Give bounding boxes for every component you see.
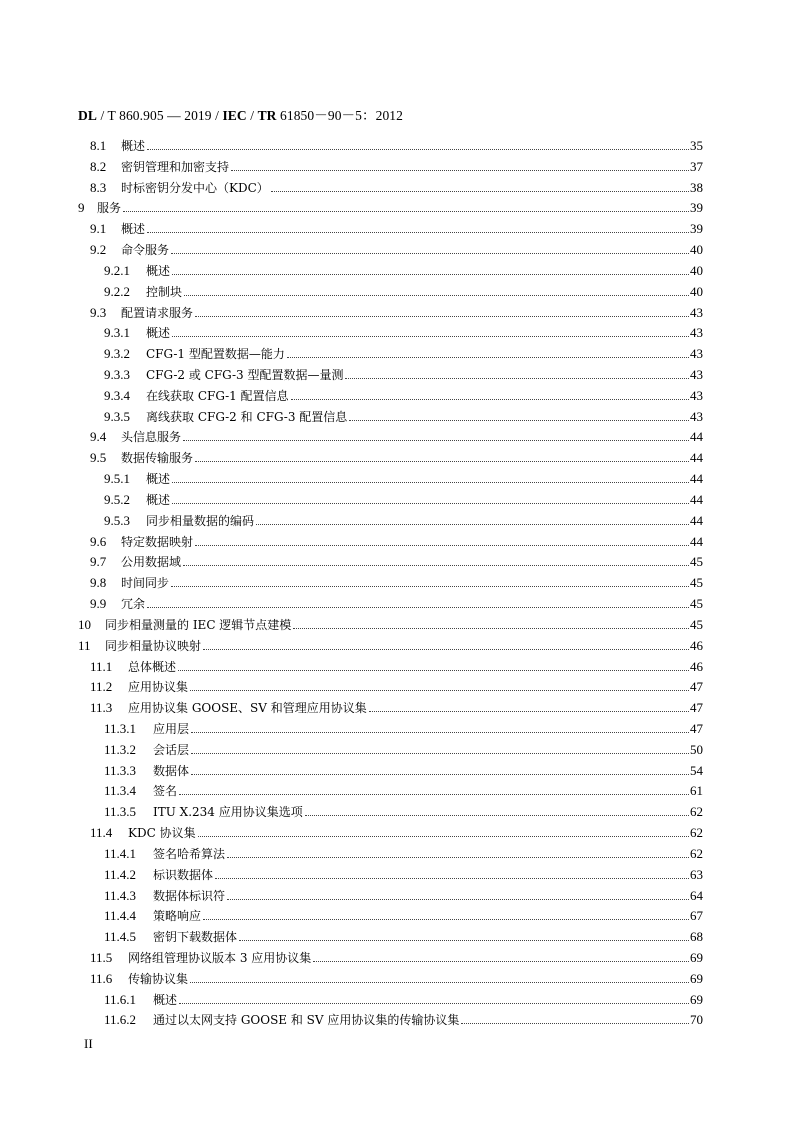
toc-entry-number: 9.4 xyxy=(90,429,107,445)
toc-entry-number: 11.3.3 xyxy=(104,762,137,778)
toc-leader-dots xyxy=(171,586,689,587)
toc-entry-title: 控制块 xyxy=(146,284,183,299)
toc-entry-number: 9.8 xyxy=(90,575,107,591)
toc-leader-dots xyxy=(256,524,689,525)
toc-entry-page: 43 xyxy=(690,346,703,362)
toc-entry-number: 11.3.2 xyxy=(104,741,137,757)
toc-entry-number: 11.4.1 xyxy=(104,845,137,861)
toc-entry-page: 44 xyxy=(690,512,703,528)
toc-entry[interactable] xyxy=(104,778,703,798)
toc-leader-dots xyxy=(461,1023,689,1024)
toc-entry[interactable] xyxy=(104,799,703,819)
toc-entry-title: 数据体 xyxy=(153,763,190,778)
toc-entry-page: 40 xyxy=(690,242,703,258)
toc-entry[interactable] xyxy=(104,362,703,382)
toc-entry-title: 配置请求服务 xyxy=(121,305,194,320)
toc-entry-number: 9.3.2 xyxy=(104,346,130,362)
toc-entry-number: 8.1 xyxy=(90,138,107,153)
toc-entry-title: 应用协议集 GOOSE、SV 和管理应用协议集 xyxy=(128,701,367,716)
toc-entry[interactable] xyxy=(104,466,703,486)
toc-entry[interactable] xyxy=(104,279,703,299)
toc-entry-title: 概述 xyxy=(153,992,178,1007)
toc-entry[interactable] xyxy=(90,674,703,694)
toc-entry-number: 9.2.1 xyxy=(104,262,130,278)
toc-entry-page: 62 xyxy=(690,845,703,861)
toc-entry-number: 9.5.2 xyxy=(104,491,130,507)
toc-entry[interactable] xyxy=(90,529,703,549)
toc-entry-number: 11.4.3 xyxy=(104,887,137,903)
toc-entry-page: 46 xyxy=(690,637,703,653)
toc-entry-page: 43 xyxy=(690,387,703,403)
toc-entry-title: CFG-1 型配置数据—能力 xyxy=(146,347,285,362)
toc-entry[interactable] xyxy=(104,862,703,882)
toc-leader-dots xyxy=(183,440,689,441)
toc-entry-number: 11.2 xyxy=(90,679,113,695)
toc-leader-dots xyxy=(195,545,689,546)
toc-entry-title: ITU X.234 应用协议集选项 xyxy=(153,805,303,820)
toc-entry-number: 11.6.1 xyxy=(104,991,137,1007)
toc-entry-page: 69 xyxy=(690,991,703,1007)
toc-entry[interactable] xyxy=(78,633,703,653)
toc-entry[interactable] xyxy=(104,758,703,778)
toc-leader-dots xyxy=(231,170,689,171)
toc-entry-number: 9.6 xyxy=(90,533,107,549)
toc-entry[interactable] xyxy=(104,383,703,403)
toc-entry-number: 11.1 xyxy=(90,658,113,674)
toc-leader-dots xyxy=(195,461,689,462)
toc-entry[interactable] xyxy=(104,716,703,736)
toc-entry-title: KDC 协议集 xyxy=(128,826,196,841)
toc-leader-dots xyxy=(191,753,689,754)
toc-entry-page: 45 xyxy=(690,616,703,632)
toc-entry-page: 45 xyxy=(690,575,703,591)
toc-entry-page: 43 xyxy=(690,325,703,341)
toc-entry-page: 37 xyxy=(690,158,703,174)
toc-entry-page: 39 xyxy=(690,221,703,237)
toc-entry-number: 9.3.1 xyxy=(104,325,130,341)
toc-leader-dots xyxy=(195,316,689,317)
toc-entry-number: 9.5 xyxy=(90,450,107,466)
toc-entry[interactable] xyxy=(90,549,703,569)
toc-entry-page: 50 xyxy=(690,741,703,757)
toc-entry-title: 同步相量协议映射 xyxy=(105,638,202,653)
toc-entry-page: 45 xyxy=(690,554,703,570)
toc-entry-page: 70 xyxy=(690,1012,703,1028)
toc-entry[interactable] xyxy=(90,237,703,257)
toc-entry-title: 会话层 xyxy=(153,742,190,757)
toc-leader-dots xyxy=(227,899,689,900)
toc-leader-dots xyxy=(179,1003,689,1004)
toc-entry-title: 密钥管理和加密支持 xyxy=(121,159,230,174)
toc-entry-number: 9.3.5 xyxy=(104,408,130,424)
header-standard-number: / T 860.905 — 2019 / xyxy=(96,108,223,123)
toc-entry[interactable] xyxy=(90,445,703,465)
toc-entry-title: 同步相量测量的 IEC 逻辑节点建模 xyxy=(105,617,292,632)
header-standard-prefix: DL xyxy=(78,108,97,123)
toc-entry-number: 11 xyxy=(78,637,91,653)
toc-entry-page: 47 xyxy=(690,679,703,695)
toc-entry-number: 11.4.5 xyxy=(104,929,137,945)
toc-entry[interactable] xyxy=(104,737,703,757)
toc-entry-page: 39 xyxy=(690,200,703,216)
toc-entry-title: 密钥下载数据体 xyxy=(153,930,238,945)
toc-entry-page: 63 xyxy=(690,866,703,882)
toc-entry[interactable] xyxy=(90,133,703,153)
toc-entry-page: 64 xyxy=(690,887,703,903)
toc-entry[interactable] xyxy=(104,508,703,528)
toc-entry-title: 头信息服务 xyxy=(121,430,182,445)
toc-leader-dots xyxy=(183,565,689,566)
header-iec: IEC xyxy=(222,108,247,123)
toc-entry-title: 在线获取 CFG-1 配置信息 xyxy=(146,388,289,403)
toc-entry[interactable] xyxy=(104,924,703,944)
toc-entry-title: 服务 xyxy=(97,201,122,216)
toc-entry[interactable] xyxy=(90,695,703,715)
toc-entry[interactable] xyxy=(104,841,703,861)
toc-leader-dots xyxy=(191,732,689,733)
toc-entry-page: 44 xyxy=(690,533,703,549)
toc-leader-dots xyxy=(345,378,689,379)
toc-entry-page: 54 xyxy=(690,762,703,778)
toc-entry-number: 9.7 xyxy=(90,554,107,570)
page-number: II xyxy=(84,1036,93,1051)
toc-entry[interactable] xyxy=(90,966,703,986)
toc-entry-number: 9.2.2 xyxy=(104,283,130,299)
toc-entry-title: 数据体标识符 xyxy=(153,888,226,903)
toc-entry-number: 9.3 xyxy=(90,304,107,320)
toc-entry[interactable] xyxy=(104,987,703,1007)
toc-entry[interactable] xyxy=(90,175,703,195)
toc-entry-page: 44 xyxy=(690,491,703,507)
toc-entry-title: 命令服务 xyxy=(121,243,170,258)
toc-leader-dots xyxy=(172,503,689,504)
toc-leader-dots xyxy=(215,878,689,879)
toc-entry[interactable] xyxy=(104,404,703,424)
toc-entry[interactable] xyxy=(104,883,703,903)
toc-leader-dots xyxy=(203,919,689,920)
toc-leader-dots xyxy=(184,295,689,296)
header-iec-number: 61850－90－5：2012 xyxy=(276,108,404,123)
toc-leader-dots xyxy=(293,628,689,629)
toc-entry-page: 68 xyxy=(690,929,703,945)
toc-entry-title: 通过以太网支持 GOOSE 和 SV 应用协议集的传输协议集 xyxy=(153,1013,460,1028)
toc-leader-dots xyxy=(190,690,689,691)
toc-entry-title: 签名 xyxy=(153,784,178,799)
toc-entry-page: 67 xyxy=(690,908,703,924)
toc-leader-dots xyxy=(369,711,689,712)
toc-entry-number: 9.3.4 xyxy=(104,387,130,403)
toc-entry-title: CFG-2 或 CFG-3 型配置数据—量测 xyxy=(146,368,344,383)
toc-entry-number: 9.2 xyxy=(90,242,107,258)
toc-leader-dots xyxy=(172,482,689,483)
toc-entry-title: 策略响应 xyxy=(153,909,202,924)
toc-entry[interactable] xyxy=(90,154,703,174)
toc-entry-title: 概述 xyxy=(146,492,171,507)
toc-entry-page: 69 xyxy=(690,949,703,965)
toc-entry-page: 40 xyxy=(690,283,703,299)
toc-entry-number: 11.4.2 xyxy=(104,866,137,882)
toc-entry-page: 43 xyxy=(690,408,703,424)
toc-entry-title: 概述 xyxy=(146,263,171,278)
toc-entry[interactable] xyxy=(104,341,703,361)
toc-entry-page: 43 xyxy=(690,367,703,383)
toc-entry[interactable] xyxy=(104,320,703,340)
toc-entry[interactable] xyxy=(104,903,703,923)
toc-leader-dots xyxy=(313,961,689,962)
toc-entry-title: 网络组管理协议版本 3 应用协议集 xyxy=(128,950,312,965)
toc-entry-title: 应用层 xyxy=(153,721,190,736)
toc-entry[interactable] xyxy=(90,820,703,840)
document-header xyxy=(78,104,403,124)
toc-entry-number: 11.6.2 xyxy=(104,1012,137,1028)
toc-leader-dots xyxy=(172,274,689,275)
toc-entry-number: 9.1 xyxy=(90,221,107,237)
toc-leader-dots xyxy=(179,794,689,795)
toc-entry-number: 9.5.3 xyxy=(104,512,130,528)
toc-leader-dots xyxy=(147,232,689,233)
toc-leader-dots xyxy=(147,607,689,608)
toc-entry-page: 40 xyxy=(690,262,703,278)
toc-leader-dots xyxy=(178,670,689,671)
header-sep: / xyxy=(246,108,258,123)
toc-entry-page: 46 xyxy=(690,658,703,674)
toc-entry-number: 9 xyxy=(78,200,85,216)
toc-leader-dots xyxy=(349,420,689,421)
toc-entry[interactable] xyxy=(78,612,703,632)
toc-entry-number: 9.3.3 xyxy=(104,367,130,383)
toc-entry[interactable] xyxy=(90,591,703,611)
toc-entry-title: 总体概述 xyxy=(128,659,177,674)
toc-entry[interactable] xyxy=(90,300,703,320)
toc-entry[interactable] xyxy=(90,216,703,236)
toc-entry-page: 61 xyxy=(690,783,703,799)
toc-entry-number: 10 xyxy=(78,616,91,632)
toc-entry-number: 8.3 xyxy=(90,179,107,195)
toc-entry[interactable] xyxy=(104,487,703,507)
toc-leader-dots xyxy=(172,336,689,337)
toc-leader-dots xyxy=(147,149,689,150)
toc-entry-title: 应用协议集 xyxy=(128,680,189,695)
toc-leader-dots xyxy=(171,253,689,254)
toc-entry-title: 冗余 xyxy=(121,597,146,612)
header-tr: TR xyxy=(257,108,277,123)
toc-leader-dots xyxy=(203,649,689,650)
toc-entry[interactable] xyxy=(90,654,703,674)
toc-entry-title: 传输协议集 xyxy=(128,971,189,986)
toc-entry-number: 11.3 xyxy=(90,700,113,716)
toc-leader-dots xyxy=(123,211,689,212)
toc-entry-number: 11.3.1 xyxy=(104,720,137,736)
toc-entry-page: 44 xyxy=(690,429,703,445)
toc-leader-dots xyxy=(287,357,689,358)
toc-entry-page: 35 xyxy=(690,138,703,153)
toc-entry-title: 离线获取 CFG-2 和 CFG-3 配置信息 xyxy=(146,409,348,424)
toc-entry-number: 11.3.5 xyxy=(104,804,137,820)
toc-entry-number: 11.4 xyxy=(90,825,113,841)
toc-entry[interactable] xyxy=(78,195,703,215)
toc-entry-title: 同步相量数据的编码 xyxy=(146,513,255,528)
toc-entry[interactable] xyxy=(90,570,703,590)
toc-entry[interactable] xyxy=(104,1007,703,1027)
toc-entry-page: 47 xyxy=(690,700,703,716)
toc-leader-dots xyxy=(190,982,689,983)
toc-entry-page: 38 xyxy=(690,179,703,195)
toc-entry[interactable] xyxy=(104,258,703,278)
toc-leader-dots xyxy=(191,774,689,775)
toc-entry-page: 43 xyxy=(690,304,703,320)
toc-entry-page: 69 xyxy=(690,970,703,986)
toc-entry-title: 概述 xyxy=(146,326,171,341)
toc-leader-dots xyxy=(239,940,689,941)
toc-entry-number: 11.6 xyxy=(90,970,113,986)
toc-entry-title: 时标密钥分发中心（KDC） xyxy=(121,180,269,195)
toc-entry[interactable] xyxy=(90,945,703,965)
toc-entry-title: 公用数据域 xyxy=(121,555,182,570)
toc-entry-number: 11.4.4 xyxy=(104,908,137,924)
toc-entry-title: 概述 xyxy=(121,139,146,153)
toc-leader-dots xyxy=(198,836,689,837)
toc-entry-page: 44 xyxy=(690,471,703,487)
toc-leader-dots xyxy=(271,191,689,192)
toc-entry-title: 概述 xyxy=(121,222,146,237)
toc-entry-number: 8.2 xyxy=(90,158,107,174)
toc-entry-page: 44 xyxy=(690,450,703,466)
toc-entry[interactable] xyxy=(90,424,703,444)
toc-entry-title: 签名哈希算法 xyxy=(153,846,226,861)
toc-entry-title: 标识数据体 xyxy=(153,867,214,882)
toc-entry-title: 特定数据映射 xyxy=(121,534,194,549)
toc-entry-number: 11.3.4 xyxy=(104,783,137,799)
toc-entry-title: 概述 xyxy=(146,472,171,487)
toc-entry-page: 62 xyxy=(690,825,703,841)
toc-entry-page: 45 xyxy=(690,596,703,612)
toc-entry-number: 11.5 xyxy=(90,949,113,965)
toc-entry-number: 9.5.1 xyxy=(104,471,130,487)
toc-leader-dots xyxy=(305,815,689,816)
toc-entry-title: 时间同步 xyxy=(121,576,170,591)
toc-leader-dots xyxy=(291,399,689,400)
toc-entry-page: 62 xyxy=(690,804,703,820)
toc-entry-page: 47 xyxy=(690,720,703,736)
toc-entry-title: 数据传输服务 xyxy=(121,451,194,466)
toc-leader-dots xyxy=(227,857,689,858)
toc-entry-number: 9.9 xyxy=(90,596,107,612)
